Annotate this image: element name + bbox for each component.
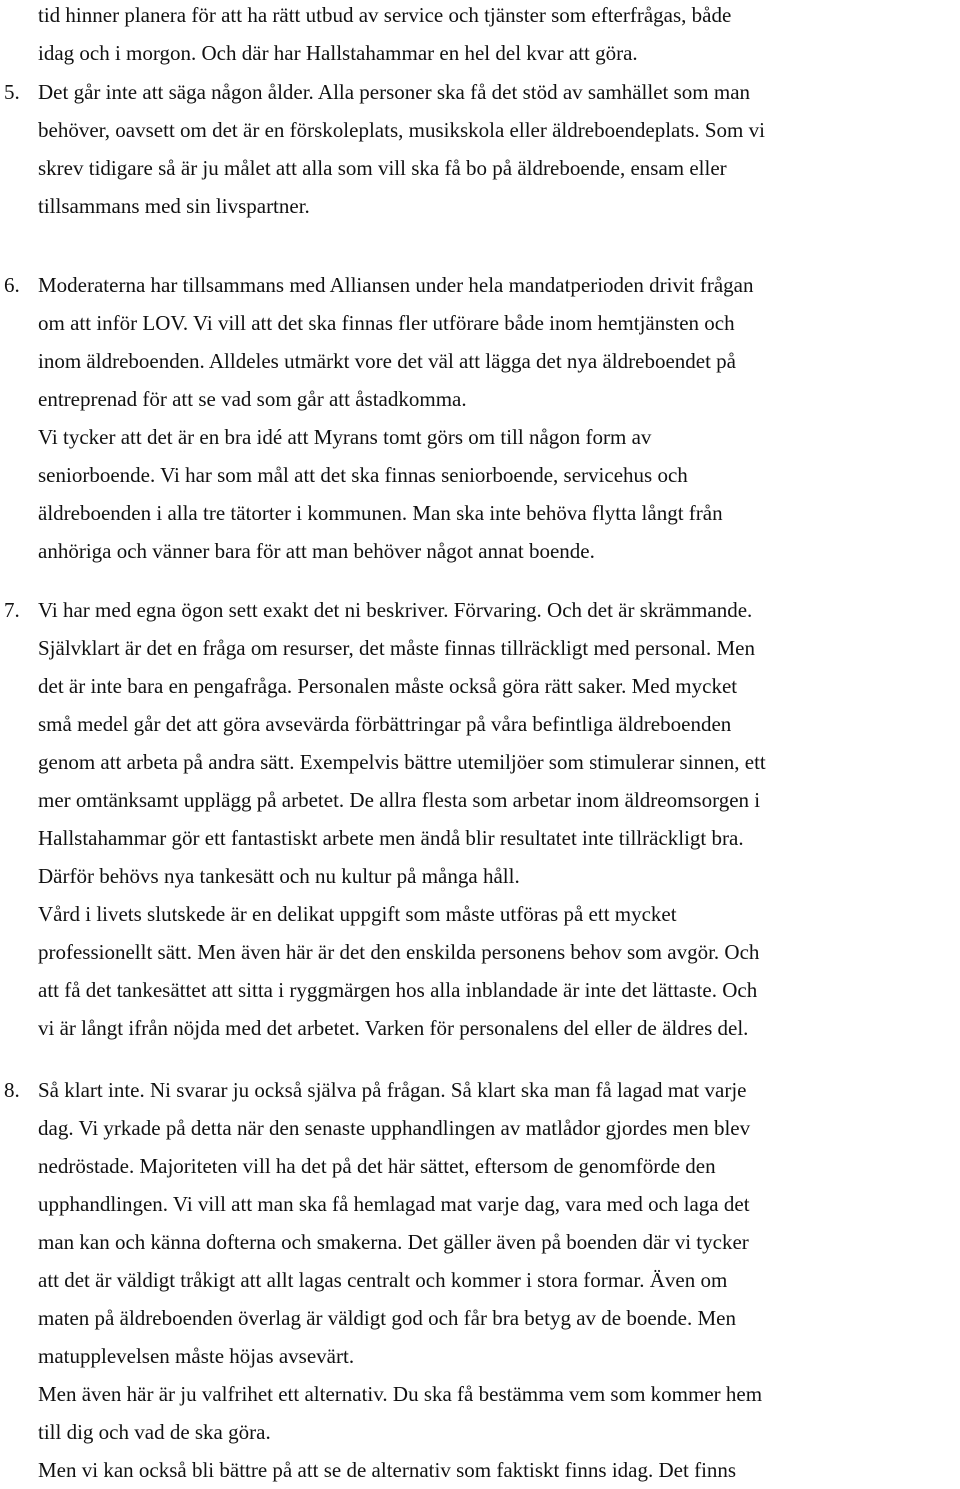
text-line: Därför behövs nya tankesätt och nu kultur på många håll. [38,864,520,888]
text-line: inom äldreboenden. Alldeles utmärkt vore det väl att lägga det nya äldreboendet på [38,349,737,373]
text-line: upphandlingen. Vi vill att man ska få hemlagad mat varje dag, vara med och laga det [38,1192,750,1216]
text-line: tillsammans med sin livspartner. [38,194,310,218]
text-line: genom att arbeta på andra sätt. Exempelvis bättre utemiljöer som stimulerar sinnen, ett [38,750,766,774]
list-number: 6. [4,273,20,297]
text-line: Så klart inte. Ni svarar ju också själva på frågan. Så klart ska man få lagad mat varje [38,1078,747,1102]
text-line: professionellt sätt. Men även här är det den enskilda personens behov som avgör. Och [38,940,760,964]
text-line: anhöriga och vänner bara för att man behöver något annat boende. [38,539,595,563]
text-line: Moderaterna har tillsammans med Alliansen under hela mandatperioden drivit frågan [38,273,754,297]
text-line: vi är långt ifrån nöjda med det arbetet. Varken för personalens del eller de äldres del. [38,1016,749,1040]
list-item-5 [0,73,960,225]
text-line: idag och i morgon. Och där har Hallstahammar en hel del kvar att göra. [38,41,638,65]
text-line: Vård i livets slutskede är en delikat uppgift som måste utföras på ett mycket [38,902,677,926]
list-number: 5. [4,80,20,104]
text-line: mer omtänksamt upplägg på arbetet. De allra flesta som arbetar inom äldreomsorgen i [38,788,761,812]
text-line: Hallstahammar gör ett fantastiskt arbete men ändå blir resultatet inte tillräckligt bra. [38,826,744,850]
text-line: Självklart är det en fråga om resurser, det måste finnas tillräckligt med personal. Men [38,636,756,660]
text-line: skrev tidigare så är ju målet att alla som vill ska få bo på äldreboende, ensam eller [38,156,727,180]
text-line: behöver, oavsett om det är en förskoleplats, musikskola eller äldreboendeplats. Som vi [38,118,765,142]
list-number: 7. [4,598,20,622]
text-line: Vi tycker att det är en bra idé att Myrans tomt görs om till någon form av [38,425,652,449]
text-line: seniorboende. Vi har som mål att det ska finnas seniorboende, servicehus och [38,463,688,487]
text-line: om att inför LOV. Vi vill att det ska finnas fler utförare både inom hemtjänsten och [38,311,735,335]
text-line: Vi har med egna ögon sett exakt det ni beskriver. Förvaring. Och det är skrämmande. [38,598,753,622]
text-line: Det går inte att säga någon ålder. Alla personer ska få det stöd av samhället som man [38,80,751,104]
text-line: Men även här är ju valfrihet ett alternativ. Du ska få bestämma vem som kommer hem [38,1382,763,1406]
text-line: man kan och känna dofterna och smakerna. Det gäller även på boenden där vi tycker [38,1230,749,1254]
text-line: maten på äldreboenden överlag är väldigt god och får bra betyg av de boende. Men [38,1306,736,1330]
text-line: entreprenad för att se vad som går att åstadkomma. [38,387,467,411]
text-line: att det är väldigt tråkigt att allt lagas centralt och kommer i stora formar. Även om [38,1268,728,1292]
list-item-6 [0,266,960,570]
list-item-8 [0,1071,960,1489]
list-item-7 [0,591,960,1047]
text-line: dag. Vi yrkade på detta när den senaste upphandlingen av matlådor gjordes men blev [38,1116,751,1140]
text-line: äldreboenden i alla tre tätorter i kommunen. Man ska inte behöva flytta långt från [38,501,723,525]
text-line: nedröstade. Majoriteten vill ha det på det här sättet, eftersom de genomförde den [38,1154,716,1178]
text-line: matupplevelsen måste höjas avsevärt. [38,1344,355,1368]
text-line: att få det tankesättet att sitta i ryggmärgen hos alla inblandade är inte det lättaste. Och [38,978,758,1002]
text-line: det är inte bara en pengafråga. Personalen måste också göra rätt saker. Med mycket [38,674,738,698]
text-line: tid hinner planera för att ha rätt utbud av service och tjänster som efterfrågas, både [38,3,732,27]
intro-paragraph [0,0,960,72]
text-line: Men vi kan också bli bättre på att se de alternativ som faktiskt finns idag. Det finns [38,1458,737,1482]
text-line: små medel går det att göra avsevärda förbättringar på våra befintliga äldreboenden [38,712,732,736]
list-number: 8. [4,1078,20,1102]
text-line: till dig och vad de ska göra. [38,1420,271,1444]
